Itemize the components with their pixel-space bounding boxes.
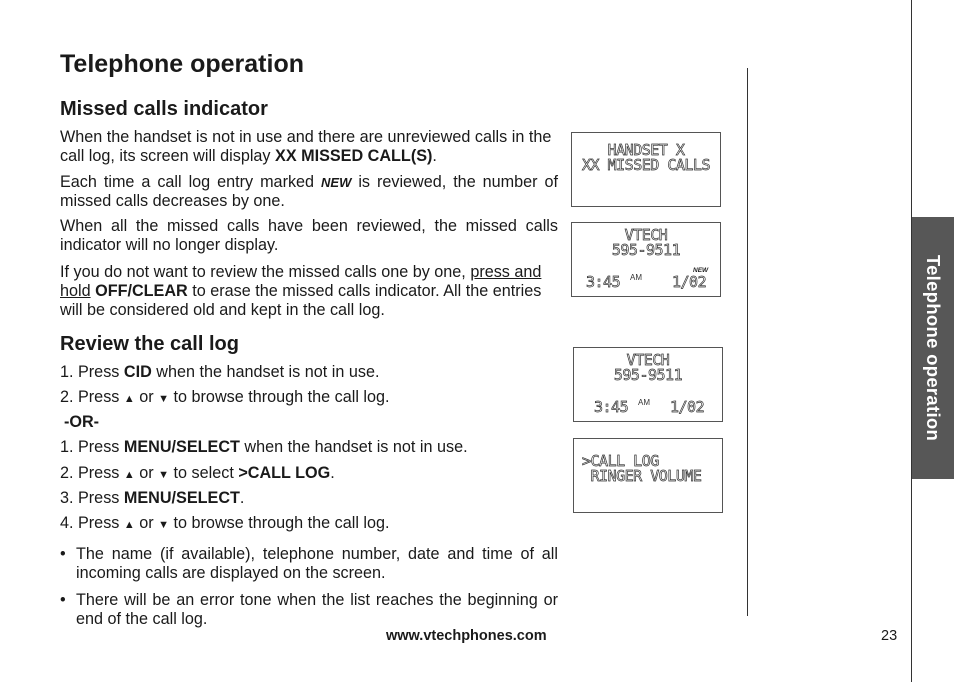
lcd-screen-reviewed-entry — [573, 347, 723, 422]
lcd-line-1: VTECH — [626, 351, 670, 369]
or-label — [64, 413, 99, 432]
review-heading: Review the call log — [60, 333, 239, 355]
column-divider — [747, 68, 748, 616]
step-1-cid — [60, 363, 379, 382]
lcd-new-indicator: NEW — [693, 267, 709, 274]
lcd-date: 1/02 — [672, 273, 707, 291]
lcd-line-1: >CALL LOG — [582, 452, 659, 470]
down-arrow-icon: ▼ — [158, 519, 170, 531]
text: to browse through the call log. — [169, 388, 390, 406]
lcd-time: 3:45 — [594, 398, 629, 416]
missed-paragraph-4 — [60, 263, 558, 320]
bullet-text: The name (if available), telephone number, date and time of all incoming calls are displayed on the screen. — [76, 545, 558, 582]
side-tab-label: Telephone operation — [923, 254, 945, 442]
press-and-hold: press and hold — [60, 263, 542, 300]
footer-url: www.vtechphones.com — [386, 628, 547, 644]
text: If you do not want to review the missed calls one by one, — [60, 263, 471, 281]
text: when the handset is not in use. — [151, 363, 380, 381]
lcd-am: AM — [630, 273, 642, 282]
text: to select — [169, 464, 239, 482]
text: 4. Press — [60, 514, 124, 532]
text: 2. Press — [60, 388, 124, 406]
bullet-item-2 — [60, 591, 558, 629]
alt-step-2 — [60, 464, 335, 485]
lcd-line-2: RINGER VOLUME — [582, 467, 702, 485]
lcd-line-2: XX MISSED CALLS — [582, 156, 710, 174]
missed-paragraph-2 — [60, 173, 558, 211]
text: When the handset is not in use and there are unreviewed calls in the call log, its screen will display — [60, 128, 552, 165]
text: to browse through the call log. — [169, 514, 390, 532]
text: or — [134, 464, 159, 482]
lcd-screen-new-entry — [571, 222, 721, 297]
text: Each time a call log entry marked — [60, 173, 322, 191]
lcd-line-2: 595-9511 — [611, 241, 681, 259]
lcd-date: 1/02 — [670, 398, 705, 416]
up-arrow-icon: ▲ — [123, 393, 135, 405]
page-title: Telephone operation — [60, 50, 304, 78]
text: . — [330, 464, 335, 482]
or-text: -OR- — [64, 413, 100, 431]
text: 1. Press — [60, 363, 124, 381]
bullet-text: There will be an error tone when the list reaches the beginning or end of the call log. — [76, 591, 558, 628]
text: when the handset is not in use. — [239, 438, 468, 456]
up-arrow-icon: ▲ — [123, 519, 135, 531]
text: . — [432, 147, 437, 165]
down-arrow-icon: ▼ — [158, 393, 170, 405]
off-clear-key: OFF/CLEAR — [95, 282, 188, 300]
lcd-am: AM — [638, 398, 650, 407]
down-arrow-icon: ▼ — [158, 469, 170, 481]
lcd-line-2: 595-9511 — [613, 366, 683, 384]
text: or — [134, 514, 159, 532]
alt-step-1 — [60, 438, 468, 457]
call-log-menu: >CALL LOG — [238, 464, 331, 482]
bullet-icon: • — [60, 545, 66, 563]
missed-call-display: XX MISSED CALL(S) — [275, 147, 433, 165]
step-2-browse — [60, 388, 390, 409]
bullet-item-1 — [60, 545, 558, 583]
missed-paragraph-3: When all the missed calls have been reviewed, the missed calls indicator will no longer display. — [60, 217, 558, 254]
page-number: 23 — [881, 628, 898, 644]
lcd-line-1: HANDSET X — [607, 141, 685, 159]
new-tag: NEW — [321, 175, 352, 190]
menu-select-key: MENU/SELECT — [123, 489, 240, 507]
lcd-time: 3:45 — [586, 273, 621, 291]
text: or — [134, 388, 159, 406]
missed-paragraph-1 — [60, 128, 558, 166]
text: is reviewed, the number of missed calls decreases by one. — [60, 173, 558, 210]
lcd-screen-missed-calls — [571, 132, 721, 207]
cid-key: CID — [123, 363, 152, 381]
section-side-tab — [912, 217, 954, 479]
text: . — [239, 489, 245, 507]
missed-calls-heading: Missed calls indicator — [60, 98, 268, 120]
lcd-screen-call-log-menu — [573, 438, 723, 513]
menu-select-key: MENU/SELECT — [123, 438, 240, 456]
text: 3. Press — [60, 489, 124, 507]
alt-step-3 — [60, 489, 244, 508]
text: to erase the missed calls indicator. All the entries will be considered old and kept in the call log. — [60, 282, 542, 319]
alt-step-4 — [60, 514, 390, 535]
lcd-line-1: VTECH — [624, 226, 668, 244]
up-arrow-icon: ▲ — [123, 469, 135, 481]
text: 1. Press — [60, 438, 124, 456]
text: 2. Press — [60, 464, 124, 482]
bullet-icon: • — [60, 591, 66, 609]
